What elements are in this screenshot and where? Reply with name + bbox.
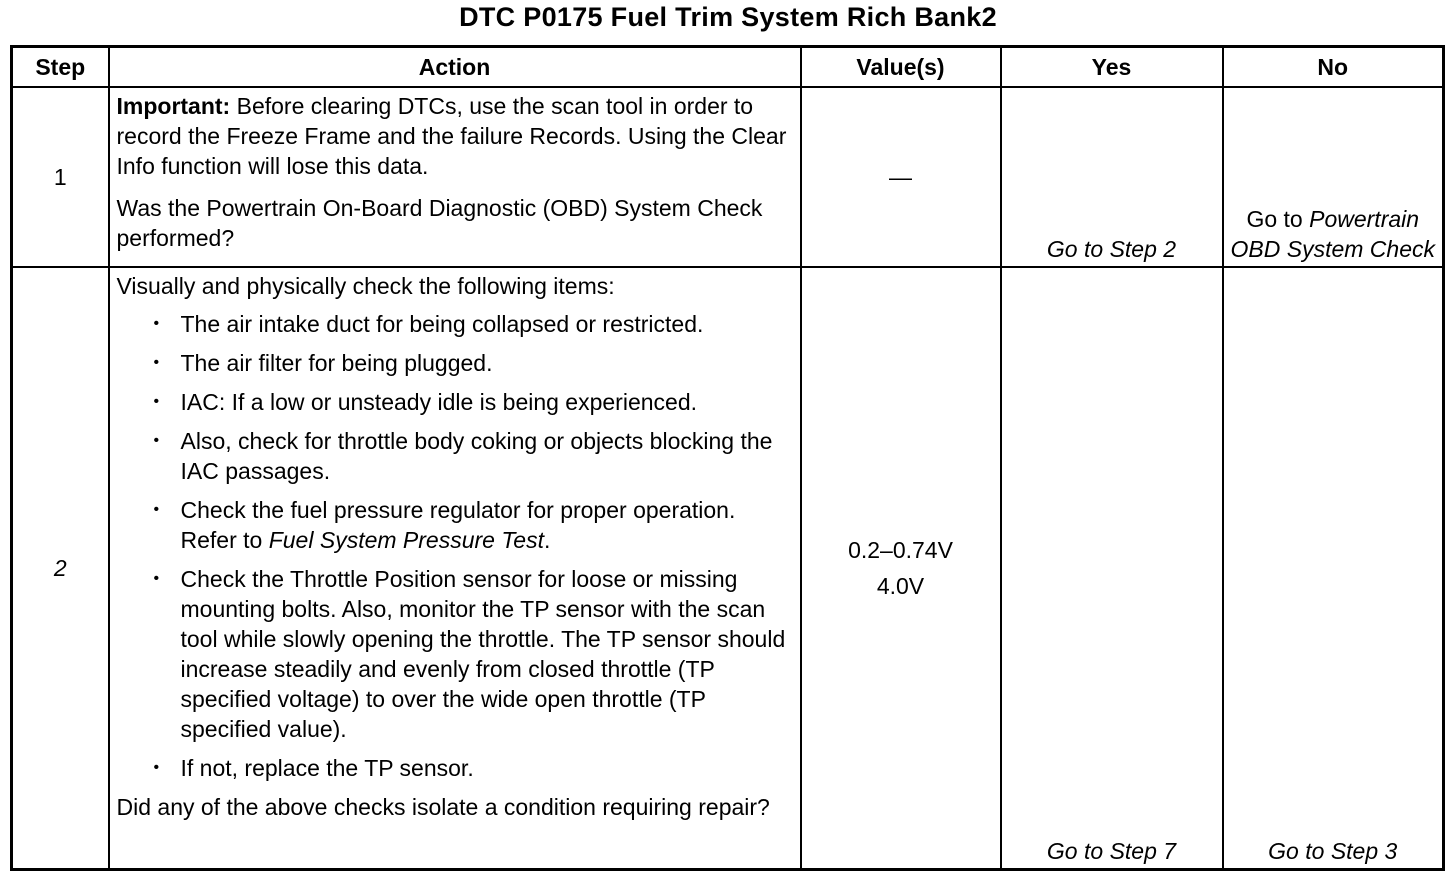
yes-cell: Go to Step 7 <box>1001 267 1223 870</box>
no-cell: Go to Step 3 <box>1223 267 1444 870</box>
list-item: • Also, check for throttle body coking or objects blocking the IAC passages. <box>181 426 794 486</box>
list-item: • Check the Throttle Position sensor for loose or missing mounting bolts. Also, monitor the TP sensor with the scan tool while slowly opening the throttle. The TP sensor should increase steadily and evenly from closed throttle (TP specified voltage) to over the wide open throttle (TP specified value). <box>181 564 794 744</box>
column-header-action: Action <box>109 47 801 88</box>
list-item: • IAC: If a low or unsteady idle is being experienced. <box>181 387 794 417</box>
no-cell <box>1223 87 1444 267</box>
step-number: 1 <box>12 87 109 267</box>
action-cell <box>109 87 801 267</box>
yes-cell: Go to Step 2 <box>1001 87 1223 267</box>
action-question: Was the Powertrain On-Board Diagnostic (OBD) System Check performed? <box>116 195 763 251</box>
table-header-row <box>12 47 1444 88</box>
diagnostic-table <box>10 45 1445 871</box>
important-label: Important: <box>116 93 231 119</box>
list-item-end: . <box>543 527 551 553</box>
no-prefix: Go to <box>1246 206 1310 232</box>
important-note <box>117 91 794 181</box>
action-intro: Visually and physically check the following items: <box>116 273 615 299</box>
column-header-no: No <box>1223 47 1444 88</box>
step-number: 2 <box>12 267 109 870</box>
values-cell: — <box>801 87 1001 267</box>
column-header-step: Step <box>12 47 109 88</box>
column-header-yes: Yes <box>1001 47 1223 88</box>
list-item <box>181 495 794 555</box>
value-voltage: 4.0V <box>876 573 925 599</box>
no-link: Powertrain OBD System Check <box>1230 206 1435 262</box>
value-voltage-range: 0.2–0.74V <box>848 537 953 563</box>
table-row <box>12 87 1444 267</box>
action-question: Did any of the above checks isolate a condition requiring repair? <box>116 794 770 820</box>
column-header-values: Value(s) <box>801 47 1001 88</box>
document-title: DTC P0175 Fuel Trim System Rich Bank2 <box>459 2 997 32</box>
table-row <box>12 267 1444 870</box>
action-cell <box>109 267 801 870</box>
values-cell <box>801 267 1001 870</box>
list-item: • The air intake duct for being collapsed or restricted. <box>181 309 794 339</box>
reference-link: Fuel System Pressure Test <box>268 527 544 553</box>
important-text: Before clearing DTCs, use the scan tool in order to record the Freeze Frame and the failure Records. Using the Clear Info function will lose this data. <box>116 93 787 179</box>
list-item: • If not, replace the TP sensor. <box>181 753 794 783</box>
list-item-text: Check the fuel pressure regulator for proper operation. Refer to <box>180 497 736 553</box>
list-item: • The air filter for being plugged. <box>181 348 794 378</box>
check-list <box>117 309 794 783</box>
